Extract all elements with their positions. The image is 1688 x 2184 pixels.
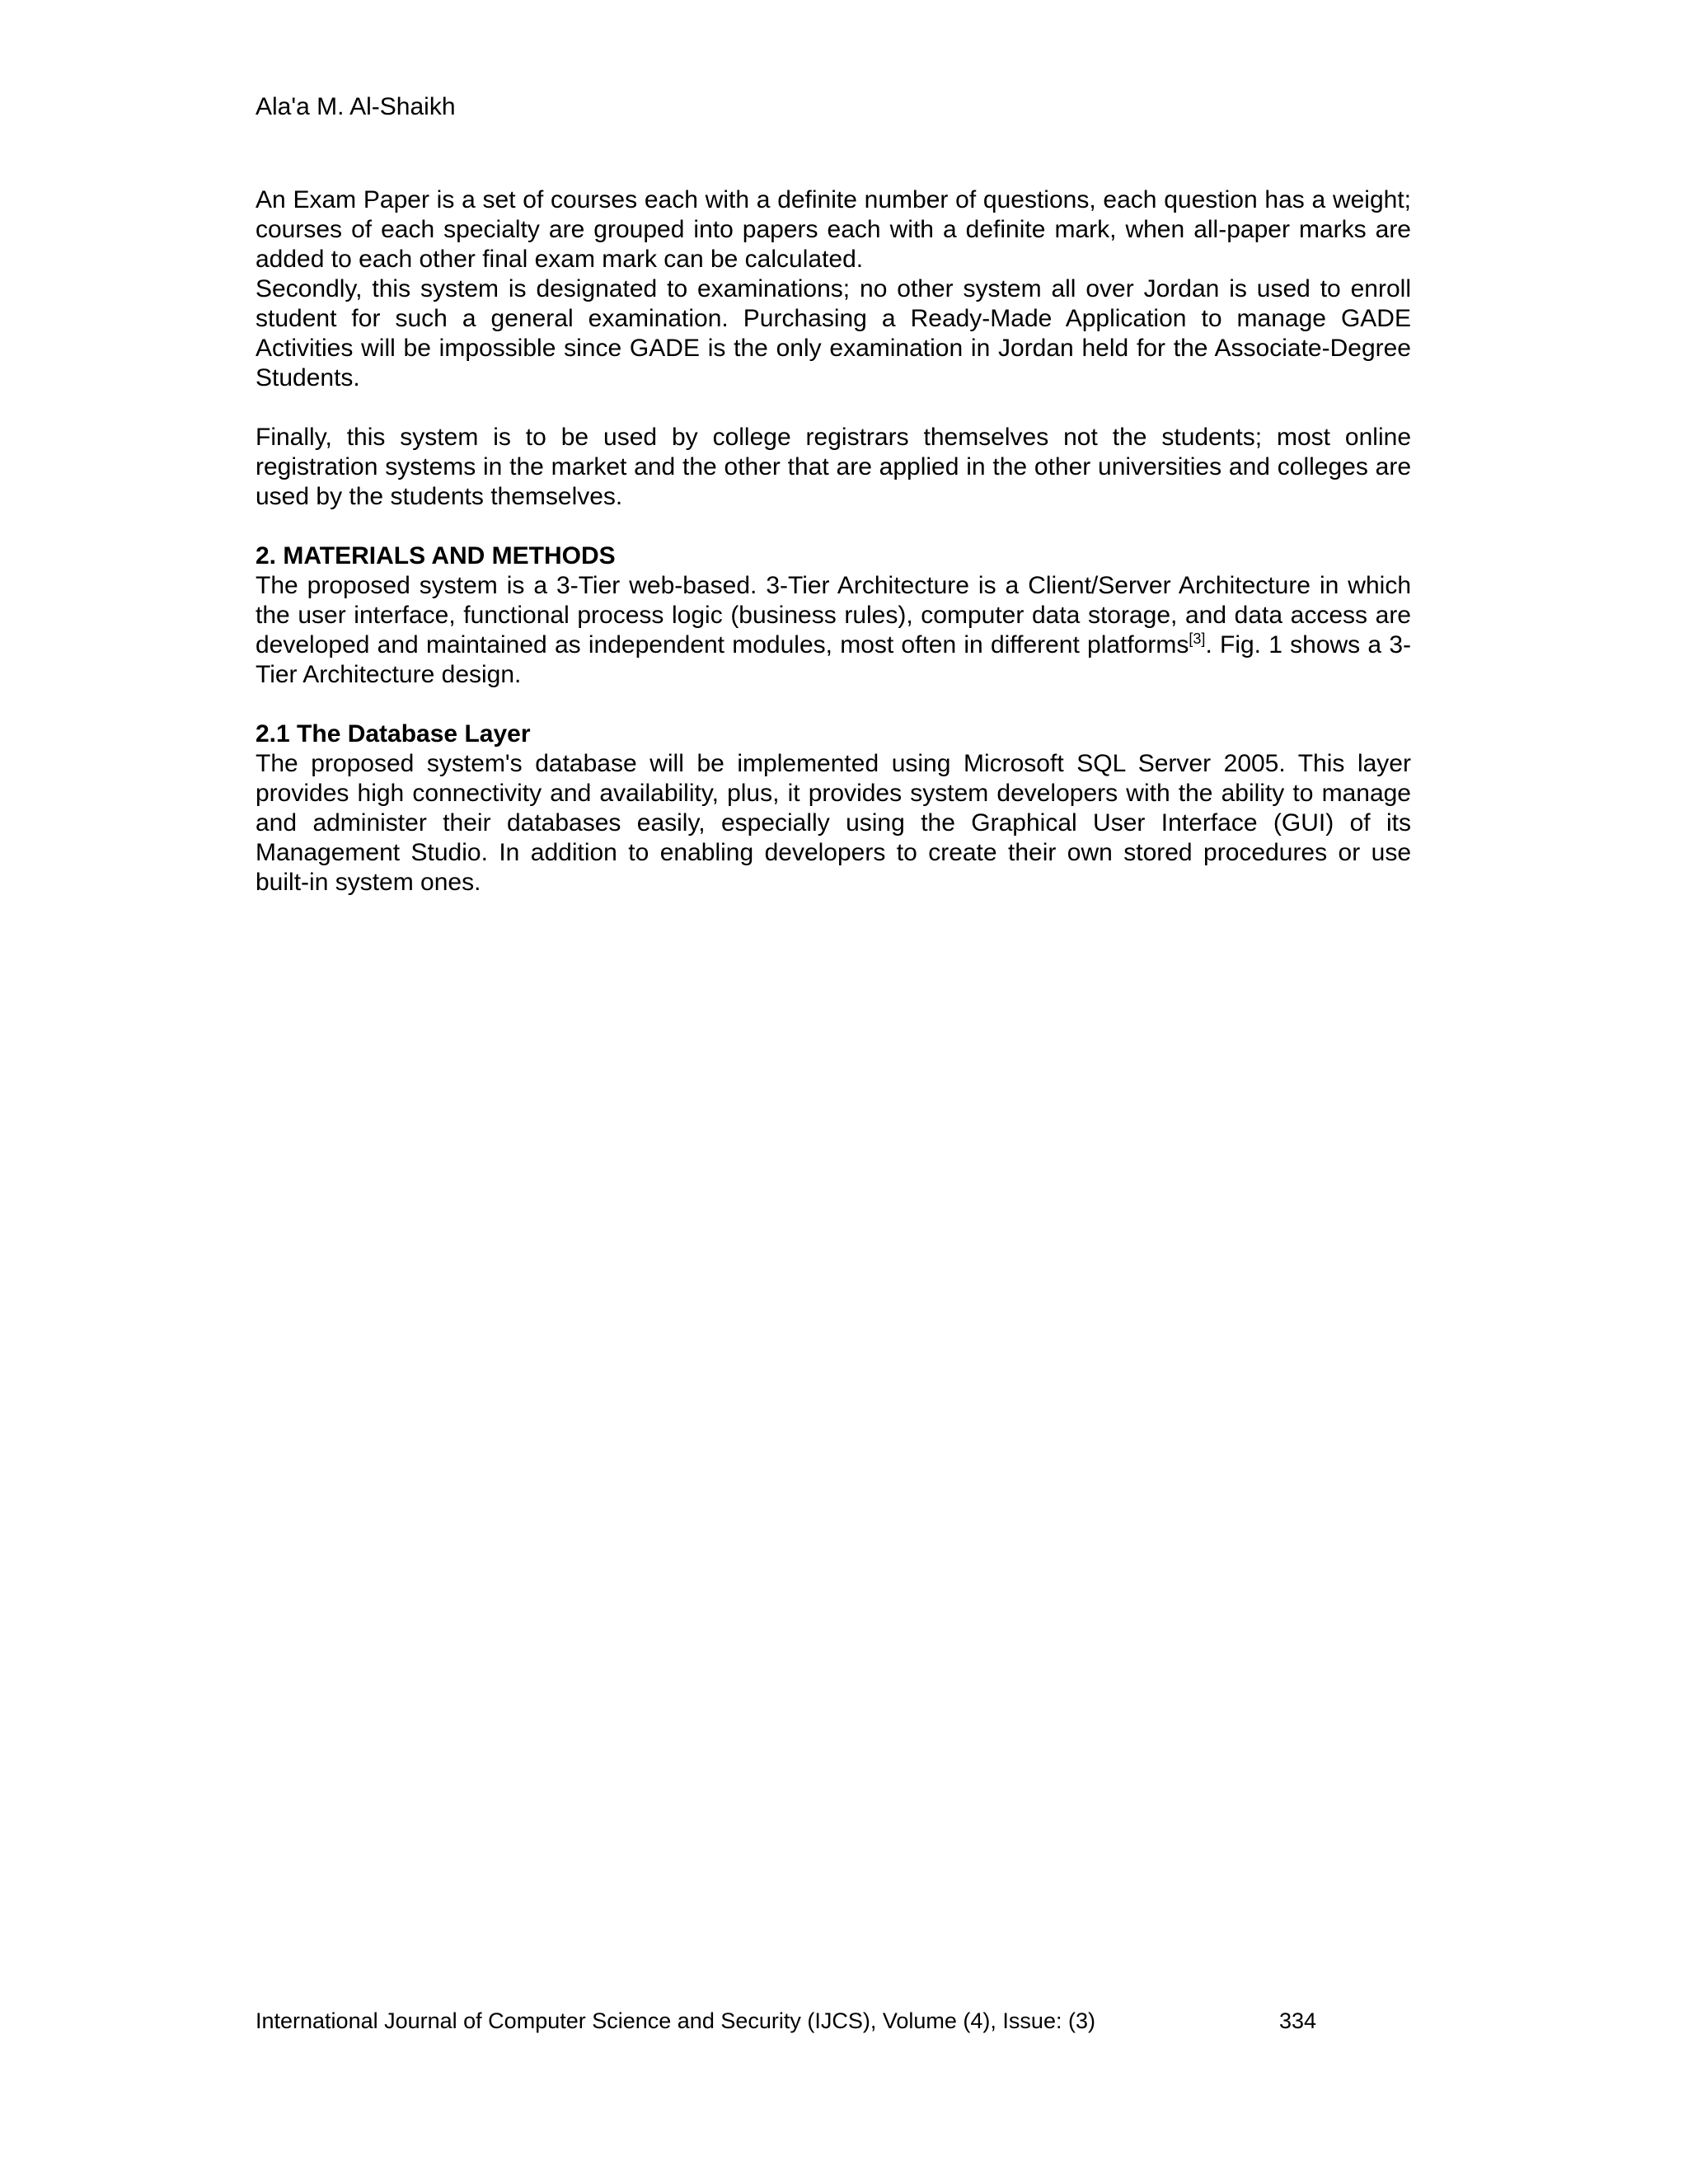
section-heading-materials-methods: 2. MATERIALS AND METHODS <box>256 542 616 569</box>
paragraph-spacer <box>256 512 1411 541</box>
paragraph-three-tier-text: The proposed system is a 3-Tier web-based. 3-Tier Architecture is a Client/Server Architecture in which the user interface, functional process logic (business rules), computer data storage, and data access are developed and maintained as independent modules, most often in different platforms <box>256 572 1411 658</box>
paragraph-three-tier-text-end: . Fig. 1 shows a 3-Tier Architecture design. <box>256 631 1411 688</box>
paragraph-exam-paper: An Exam Paper is a set of courses each with a definite number of questions, each question has a weight; courses of each specialty are grouped into papers each with a definite mark, when all-paper marks are added to each other final exam mark can be calculated. <box>256 186 1411 273</box>
footer-page-number: 334 <box>1279 2008 1317 2033</box>
paragraph-finally: Finally, this system is to be used by college registrars themselves not the students; most online registration systems in the market and the other that are applied in the other universities and colleges are used by the students themselves. <box>256 424 1411 510</box>
footer-journal: International Journal of Computer Science and Security (IJCS), Volume (4), Issue: (3) <box>256 2008 1095 2033</box>
body-text <box>256 185 1411 898</box>
paragraph-three-tier <box>256 571 1411 690</box>
paragraph-database-layer: The proposed system's database will be implemented using Microsoft SQL Server 2005. This layer provides high connectivity and availability, plus, it provides system developers with the ability to manage and administer their databases easily, especially using the Graphical User Interface (GUI) of its Management Studio. In addition to enabling developers to create their own stored procedures or use built-in system ones. <box>256 750 1411 896</box>
paragraph-spacer <box>256 690 1411 719</box>
citation-reference: [3] <box>1189 630 1206 647</box>
paragraph-secondly: Secondly, this system is designated to examinations; no other system all over Jordan is used to enroll student for such a general examination. Purchasing a Ready-Made Application to manage GADE Activities will be impossible since GADE is the only examination in Jordan held for the Associate-Degree Students. <box>256 275 1411 391</box>
paragraph-spacer <box>256 393 1411 423</box>
running-head-author: Ala'a M. Al-Shaikh <box>256 93 456 120</box>
section-heading-database-layer: 2.1 The Database Layer <box>256 720 531 748</box>
